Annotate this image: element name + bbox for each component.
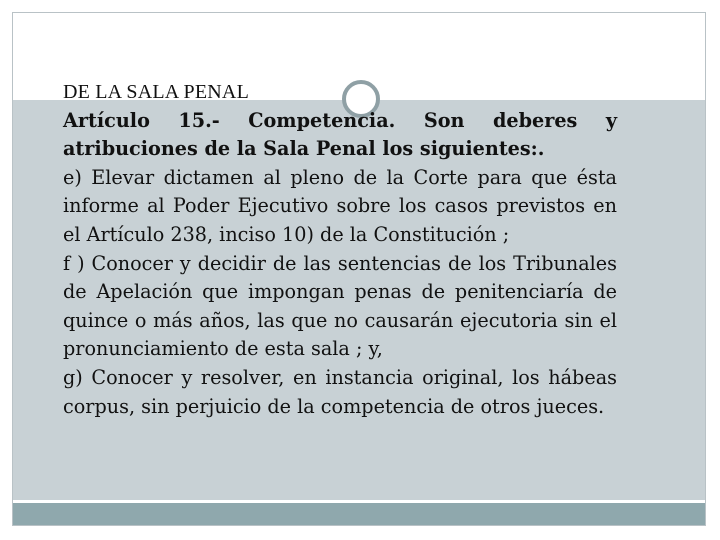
article-item-f: f ) Conocer y decidir de las sentencias de los Tribunales de Apelación que impongan penas de penitenciaría de quince o más años, las que no causarán ejecutoria sin el pronunciamiento de esta sala ; y,: [63, 251, 617, 361]
section-heading: DE LA SALA PENAL: [63, 81, 249, 103]
article-title: Artículo 15.- Competencia. Son deberes y atribuciones de la Sala Penal los siguientes:.: [63, 108, 617, 161]
slide-body-text: [63, 78, 617, 421]
article-item-g: g) Conocer y resolver, en instancia original, los hábeas corpus, sin perjuicio de la competencia de otros jueces.: [63, 365, 617, 418]
slide-footer-band: [13, 503, 705, 525]
article-item-e: e) Elevar dictamen al pleno de la Corte para que ésta informe al Poder Ejecutivo sobre los casos previstos en el Artículo 238, inciso 10) de la Constitución ;: [63, 165, 617, 246]
